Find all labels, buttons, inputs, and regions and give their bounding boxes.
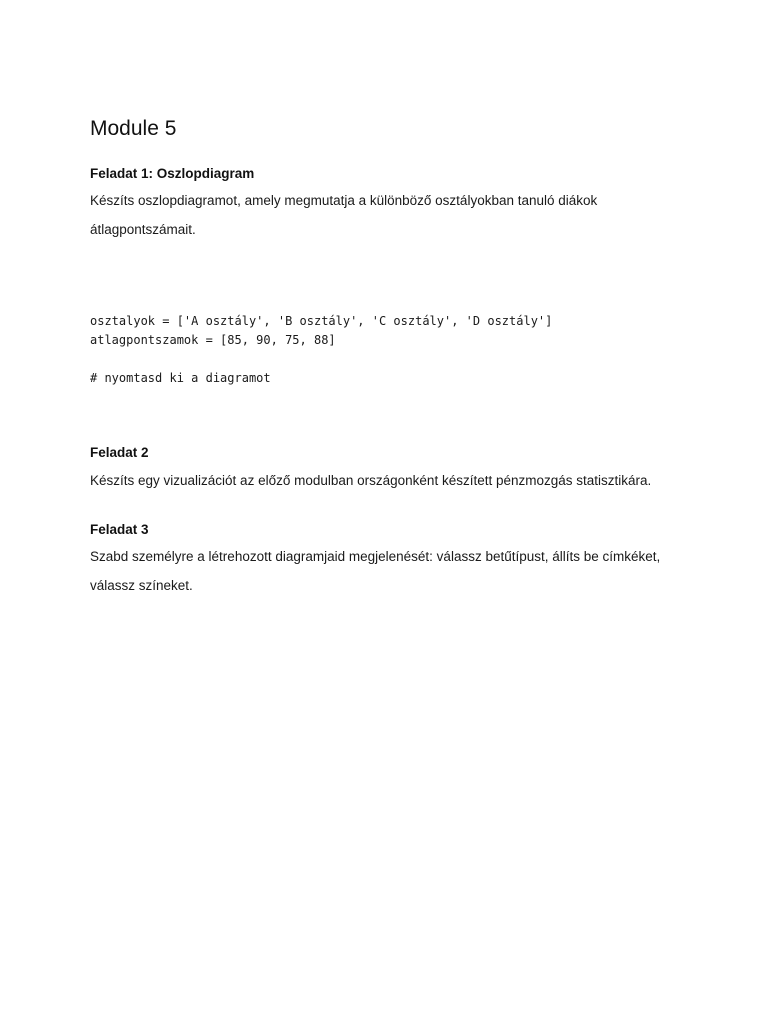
code-line-1: osztalyok = ['A osztály', 'B osztály', 'C osztály', 'D osztály'] <box>90 314 553 328</box>
page-title: Module 5 <box>90 117 177 140</box>
code-line-3: # nyomtasd ki a diagramot <box>90 371 271 385</box>
code-line-2: atlagpontszamok = [85, 90, 75, 88] <box>90 333 336 347</box>
task2-text: Készíts egy vizualizációt az előző modulban országonként készített pénzmozgás statisztikára. <box>90 473 652 488</box>
task1-text: Készíts oszlopdiagramot, amely megmutatja a különböző osztályokban tanuló diákok átlagpontszámait. <box>90 193 598 237</box>
task2-heading: Feladat 2 <box>90 445 149 460</box>
task3-text: Szabd személyre a létrehozott diagramjaid megjelenését: válassz betűtípust, állíts be címkéket, válassz színeket. <box>90 549 661 593</box>
task3-heading: Feladat 3 <box>90 522 149 537</box>
task1-heading: Feladat 1: Oszlopdiagram <box>90 166 255 181</box>
